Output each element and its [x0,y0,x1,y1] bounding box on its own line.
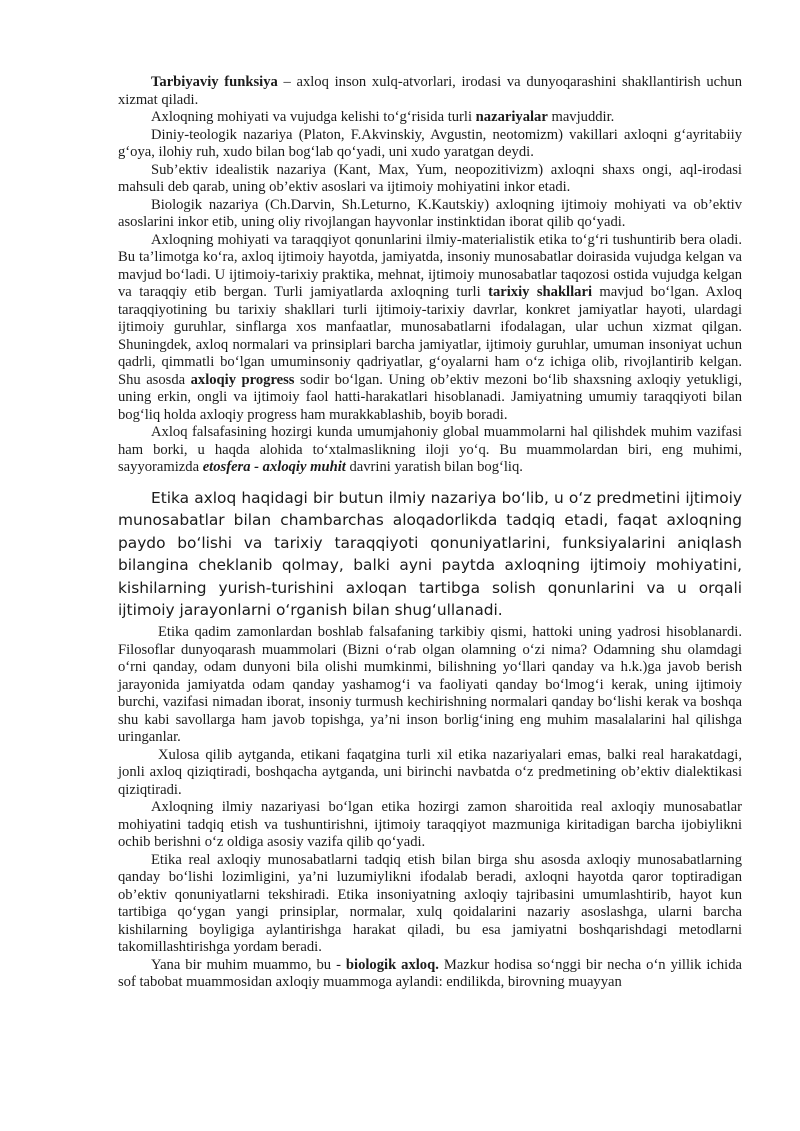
paragraph-text: Axloqning mohiyati va taraqqiyot qonunlarini ilmiy-materialistik etika to‘g‘ri tushuntirib bera oladi. Bu ta’limotga ko‘ra, axloq ijtimoiy hayotda, jamiyatda, insoniy munosabatlar doirasida vujudga kelgan va mavjud bo‘ladi. U ijtimoiy-tarixiy praktika, mehnat, ijtimoiy munosabatlar taqozosi ostida vujudga kelgan va taraqqiy etib bergan. Turli jamiyatlarda axloqning turli [118,231,742,300]
paragraph-tarbiyaviy-funksiya [118,74,742,109]
paragraph-text: – axloq inson xulq-atvorlari, irodasi va dunyoqarashini shakllantirish uchun xizmat qiladi. [118,74,742,108]
paragraph-text: Mazkur hodisa so‘nggi bir necha o‘n yillik ichida sof tabobat muammosidan axloqiy muammoga aylandi: endilikda, birovning muayyan [118,956,742,991]
bold-term: Tarbiyaviy funksiya [151,74,278,90]
paragraph-etika-qadim [118,624,742,747]
paragraph-text: Diniy-teologik nazariya (Platon, F.Akvinskiy, Avgustin, neotomizm) vakillari axloqni g‘ayritabiiy g‘oya, ilohiy ruh, xudo bilan bog‘lab qo‘yadi, uni xudo yaratgan deydi. [118,126,742,160]
bold-term: biologik axloq. [345,956,439,973]
paragraph-text: Biologik nazariya (Ch.Darvin, Sh.Leturno, K.Kautskiy) axloqning ijtimoiy mohiyati va ob’ektiv asoslarini inkor etib, uning oliy rivojlangan hayvonlar instinktidan iborat qilib qo‘yadi. [118,196,742,230]
paragraph-nazariyalar [118,109,742,127]
paragraph-text: Axloqning mohiyati va vujudga kelishi to‘g‘risida turli [151,109,476,125]
paragraph-text: mavjud bo‘lgan. Axloq taraqqiyotining bu tarixiy shakllari turli ijtimoiy-tarixiy davrlar, konkret jamiyatlar hayoti, ulardagi ijtimoiy guruhlar, sinflarga xos manfaatlar, munosabatlarni ifodalagan, ular uchun xizmat qilgan. Shuningdek, axloq normalari va prinsiplari barcha jamiyatlar, ijtimoiy guruhlar, umuman insoniyat uchun qadrli, qimmatli bo‘lgan umuminsoniy qadriyatlar, g‘oyalarni ham o‘z ichiga olib, rivojlantirib kelgan. Shu asosda [118,284,742,388]
bold-term: tarixiy shakllari [488,284,592,300]
paragraph-xulosa [118,747,742,800]
paragraph-text: davrini yaratish bilan bog‘liq. [345,459,523,475]
paragraph-axloq-falsafasi [118,424,742,477]
paragraph-text: Etika axloq haqidagi bir butun ilmiy nazariya bo‘lib, u o‘z predmetini ijtimoiy munosabatlar bilan chambarchas aloqadorlikda tadqiq etadi, faqat axloqning paydo bo‘lishi va tarixiy taraqqiyoti qonuniyatlarini, funksiyalarini aniqlash bilangina cheklanib qolmay, balki ayni paytda axloqning ijtimoiy mohiyatini, kishilarning yurish-turishini axloqan tartibga solish qonunlarini va u orqali ijtimoiy jarayonlarni o‘rganish bilan shug‘ullanadi. [118,488,742,620]
paragraph-subektiv-idealistik [118,162,742,197]
bold-term: nazariyalar [475,109,548,125]
paragraph-ilmiy-materialistik [118,232,742,425]
paragraph-etika-real [118,852,742,957]
paragraph-text: Xulosa qilib aytganda, etikani faqatgina turli xil etika nazariyalari emas, balki real harakatdagi, jonli axloq qiziqtiradi, boshqacha aytganda, uni birinchi navbatda o‘z predmetining ob’ektiv dialektikasi qiziqtiradi. [118,746,742,798]
paragraph-text: Yana bir muhim muammo, bu - [151,956,346,973]
paragraph-text: Etika real axloqiy munosabatlarni tadqiq etish bilan birga shu asosda axloqiy munosabatlarning qanday bo‘lishi lozimligini, ya’ni luzumiylikni ifodalab beradi, axloqni hayotda qaror toptiradigan ob’ektiv qonuniyatlarni tekshiradi. Etika insoniyatning axloqiy tajribasini umumlashtirib, hayot kun tartibiga qo‘ygan yangi prinsiplar, normalar, xulq qoidalarini nazariy asoslashga, ularni barcha kishilarning boyligiga aylantirishga harakat qiladi, bu esa jamiyatni boshqarishdagi metodlarni takomillashtirishga yordam beradi. [118,851,742,956]
paragraph-text: Axloq falsafasining hozirgi kunda umumjahoniy global muammolarni hal qilishdek muhim vazifasi ham borki, u haqda alohida to‘xtalmaslikning iloji yo‘q. Bu muammolardan biri, eng muhimi, sayyoramizda [118,424,742,475]
paragraph-text: Axloqning ilmiy nazariyasi bo‘lgan etika hozirgi zamon sharoitida real axloqiy munosabatlar mohiyatini tadqiq etish va tushuntirishni, ijtimoiy taraqqiyot mazmuniga kiritadigan barcha ijobiylikni ochib berishni o‘z oldiga asosiy vazifa qilib qo‘yadi. [118,799,742,851]
paragraph-diniy-teologik [118,127,742,162]
paragraph-biologik-axloq [118,957,742,992]
paragraph-etika-definition [118,487,742,623]
paragraph-text: sodir bo‘lgan. Uning ob’ektiv mezoni bo‘lib shaxsning axloqiy yetukligi, uning erkin, ongli va ijtimoiy faol hatti-harakatlari hisoblanadi. Jamiyatning umumiy taraqqiyoti bilan bog‘liq holda axloqiy progress ham murakkablashib, boyib boradi. [118,371,742,423]
document-page [118,74,742,992]
bold-term: axloqiy progress [190,371,295,388]
paragraph-text: mavjuddir. [547,109,615,125]
bold-italic-term: etosfera - axloqiy muhit [202,459,346,475]
paragraph-text: Sub’ektiv idealistik nazariya (Kant, Max, Yum, neopozitivizm) axloqni shaxs ongi, aql-irodasi mahsuli deb qarab, uning ob’ektiv asoslari va ijtimoiy mohiyatini inkor etadi. [118,161,742,195]
paragraph-text: Etika qadim zamonlardan boshlab falsafaning tarkibiy qismi, hattoki uning yadrosi hisoblanardi. Filosoflar dunyoqarash muammolari (Bizni o‘rab olgan olamning o‘zi nima? Odamning shu olamdagi o‘rni qanday, odam dunyoni bila olishi mumkinmi, bilishning yo‘llari qanday va h.k.)ga javob berish jarayonida jamiyatda odam qanday yashamog‘i va faoliyati qanday bo‘lmog‘i kerak, uning ijtimoiy burchi, vazifasi nimadan iborat, insoniy turmush kechirishning normalari qanday bo‘lishi kerak va boshqa shu kabi savollarga ham javob topishga, ya’ni inson borlig‘ining eng muhim masalalarini hal qilishga uringanlar. [118,624,742,746]
paragraph-ilmiy-nazariyasi [118,799,742,852]
paragraph-biologik-nazariya [118,197,742,232]
